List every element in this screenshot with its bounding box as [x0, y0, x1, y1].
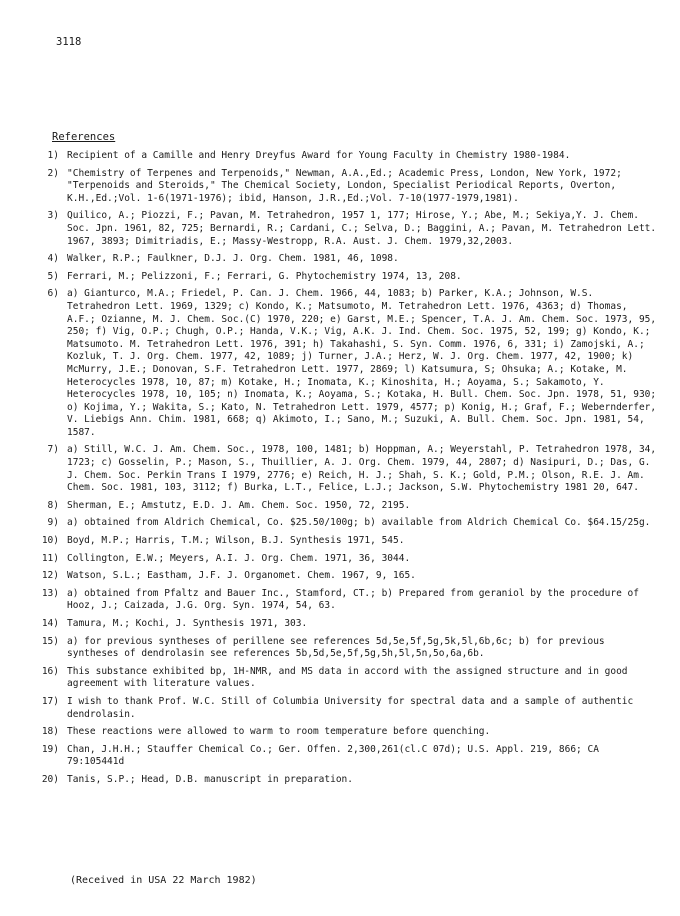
reference-text: Ferrari, M.; Pelizzoni, F.; Ferrari, G. Phytochemistry 1974, 13, 208.: [67, 270, 462, 282]
reference-text: Collington, E.W.; Meyers, A.I. J. Org. Chem. 1971, 36, 3044.: [67, 552, 411, 564]
reference-text: I wish to thank Prof. W.C. Still of Columbia University for spectral data and a sample of authentic dendrolasin.: [67, 695, 639, 720]
reference-number: 9): [47, 517, 59, 529]
reference-number: 4): [47, 253, 59, 265]
reference-item: [24, 444, 662, 494]
reference-text: Watson, S.L.; Eastham, J.F. J. Organomet. Chem. 1967, 9, 165.: [67, 570, 416, 582]
reference-number: 13): [41, 587, 59, 599]
reference-number: 16): [41, 665, 59, 677]
reference-item: [24, 150, 658, 163]
reference-item: [24, 553, 658, 566]
reference-text: Tamura, M.; Kochi, J. Synthesis 1971, 303.: [67, 618, 308, 629]
reference-item: [24, 726, 658, 739]
reference-item: [24, 288, 662, 439]
reference-text: a) Still, W.C. J. Am. Chem. Soc., 1978, 100, 1481; b) Hoppman, A.; Weyerstahl, P. Tetrahedron 1978, 34, 1723; c) Gosselin, P.; Mason, S., Thuillier, A. J. Org. Chem. 1979, 44, 2807; d) Nasipuri, D.; Das, G. J. Chem. Soc. Perkin Trans I 1979, 2776; e) Reich, H. J.; Shah, S. K.; Gold, P.M.; Olson, R.E. J. Am. Chem. Soc. 1981, 103, 3112; f) Burka, L.T., Felice, L.J.; Jackson, S.W. Phytochemistry 1981 20, 647.: [67, 444, 662, 494]
reference-item: [24, 253, 658, 266]
reference-item: [24, 666, 658, 691]
reference-item: [24, 210, 662, 248]
reference-number: 11): [41, 552, 59, 564]
reference-item: [24, 588, 658, 613]
reference-item: [24, 517, 658, 530]
reference-text: Boyd, M.P.; Harris, T.M.; Wilson, B.J. Synthesis 1971, 545.: [67, 535, 405, 547]
reference-number: 12): [41, 570, 59, 582]
reference-number: 1): [47, 150, 59, 161]
reference-text: a) obtained from Pfaltz and Bauer Inc., Stamford, CT.; b) Prepared from geraniol by the procedure of Hooz, J.; Caizada, J.G. Org. Syn. 1974, 54, 63.: [67, 587, 645, 612]
reference-text: a) Gianturco, M.A.; Friedel, P. Can. J. Chem. 1966, 44, 1083; b) Parker, K.A.; Johnson, W.S. Tetrahedron Lett. 1969, 1329; c) Kondo, K.; Matsumoto, M. Tetrahedron Lett. 1976, 4363; d) Thomas, A.F.; Ozianne, M. J. Chem. Soc.(C) 1970, 220; e) Garst, M.E.; Spencer, T.A. J. Am. Chem. Soc. 1973, 95, 250; f) Vig, O.P.; Chugh, O.P.; Handa, V.K.; Vig, A.K. J. Ind. Chem. Soc. 1975, 52, 199; g) Kondo, K.; Matsumoto. M. Tetrahedron Lett. 1976, 391; h) Takahashi, S. Syn. Comm. 1976, 6, 331; i) Zamojski, A.; Kozluk, T. J. Org. Chem. 1977, 42, 1089; j) Turner, J.A.; Herz, W. J. Org. Chem. 1977, 42, 1900; k) McMurry, J.E.; Donovan, S.F. Tetrahedron Lett. 1977, 2869; l) Katsumura, S; Ohsuka; A.; Kotake, M. Heterocycles 1978, 10, 87; m) Kotake, H.; Inomata, K.; Kinoshita, H.; Aoyama, S.; Sakamoto, Y. Heterocycles 1978, 10, 105; n) Inomata, K.; Aoyama, S.; Kotaka, H. Bull. Chem. Soc. Jpn. 1978, 51, 930; o) Kojima, Y.; Wakita, S.; Kato, N. Tetrahedron Lett. 1979, 4577; p) Konig, H.; Graf, F.; Webernderfer, V. Liebigs Ann. Chim. 1981, 668; q) Akimoto, I.; Sano, M.; Suzuki, A. Bull. Chem. Soc. Jpn. 1981, 54, 1587.: [67, 288, 662, 438]
reference-item: [24, 774, 658, 787]
reference-text: These reactions were allowed to warm to room temperature before quenching.: [67, 726, 491, 738]
reference-number: 2): [47, 167, 59, 179]
reference-item: [24, 271, 658, 284]
reference-number: 7): [47, 444, 59, 456]
reference-number: 10): [41, 535, 59, 547]
reference-item: [24, 696, 658, 721]
reference-text: "Chemistry of Terpenes and Terpenoids," Newman, A.A.,Ed.; Academic Press, London, New York, 1972; "Terpenoids and Steroids," The Chemical Society, London, Specialist Periodical Reports, Overton, K.H.,Ed.;Vol. 1-6(1971-1976); ibid, Hanson, J.R.,Ed.;Vol. 7-10(1977-1979,1981).: [67, 167, 628, 204]
reference-text: a) for previous syntheses of perillene see references 5d,5e,5f,5g,5k,5l,6b,6c; b) for previous syntheses of dendrolasin see references 5b,5d,5e,5f,5g,5h,5l,5n,5o,6a,6b.: [67, 635, 611, 660]
reference-text: Walker, R.P.; Faulkner, D.J. J. Org. Chem. 1981, 46, 1098.: [67, 253, 399, 265]
reference-number: 14): [41, 618, 59, 629]
reference-number: 8): [47, 499, 59, 511]
reference-item: [24, 168, 658, 206]
reference-number: 20): [41, 773, 59, 785]
reference-item: [24, 744, 658, 769]
reference-list: [24, 150, 662, 792]
reference-number: 19): [41, 743, 59, 755]
reference-text: Tanis, S.P.; Head, D.B. manuscript in preparation.: [67, 773, 353, 785]
reference-number: 17): [41, 695, 59, 707]
reference-number: 18): [41, 726, 59, 738]
reference-number: 6): [47, 288, 59, 300]
reference-item: [24, 618, 658, 631]
reference-text: This substance exhibited bp, 1H-NMR, and MS data in accord with the assigned structure and in good agreement with literature values.: [67, 665, 634, 690]
reference-text: Quilico, A.; Piozzi, F.; Pavan, M. Tetrahedron, 1957 1, 177; Hirose, Y.; Abe, M.; Sekiya,Y. J. Chem. Soc. Jpn. 1961, 82, 725; Bernardi, R.; Cardani, C.; Selva, D.; Baggini, A.; Pavan, M. Tetrahedron Lett. 1967, 3893; Dimitriadis, E.; Massy-Westropp, R.A. Aust. J. Chem. 1979,32,2003.: [67, 210, 662, 247]
reference-text: Recipient of a Camille and Henry Dreyfus Award for Young Faculty in Chemistry 1980-1984.: [67, 150, 571, 161]
received-date: (Received in USA 22 March 1982): [70, 875, 257, 886]
reference-text: Chan, J.H.H.; Stauffer Chemical Co.; Ger. Offen. 2,300,261(cl.C 07d); U.S. Appl. 219, 866; CA 79:105441d: [67, 743, 605, 768]
reference-text: Sherman, E.; Amstutz, E.D. J. Am. Chem. Soc. 1950, 72, 2195.: [67, 499, 411, 511]
reference-number: 15): [41, 635, 59, 647]
reference-text: a) obtained from Aldrich Chemical, Co. $25.50/100g; b) available from Aldrich Chemical Co. $64.15/25g.: [67, 517, 651, 529]
references-heading: References: [52, 131, 116, 143]
reference-item: [24, 570, 658, 583]
reference-item: [24, 500, 658, 513]
reference-item: [24, 535, 658, 548]
reference-number: 5): [47, 270, 59, 282]
reference-number: 3): [47, 210, 59, 222]
reference-item: [24, 636, 658, 661]
page-number: 3118: [56, 36, 82, 48]
